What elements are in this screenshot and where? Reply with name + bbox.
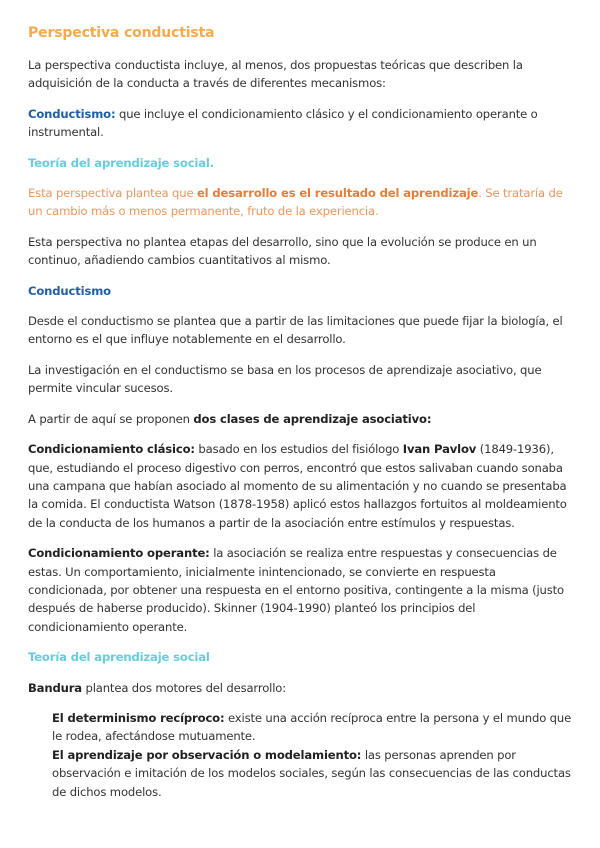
bandura-text: plantea dos motores del desarrollo: bbox=[81, 680, 286, 695]
conductismo-term: Conductismo: bbox=[28, 106, 116, 121]
learning-result-pre: Esta perspectiva plantea que bbox=[28, 186, 197, 201]
page-title: Perspectiva conductista bbox=[28, 25, 215, 41]
intro-paragraph: La perspectiva conductista incluye, al menos, dos propuestas teóricas que describen la adquisición de la conducta a través de diferentes mecanismos: bbox=[28, 58, 523, 91]
social-learning-heading: Teoría del aprendizaje social. bbox=[28, 155, 215, 170]
two-classes-bold: dos clases de aprendizaje asociativo: bbox=[193, 411, 432, 426]
motor-text: las personas aprenden por observación e imitación de los modelos sociales, según las consecuencias de las conductas de dichos modelos. bbox=[52, 747, 571, 799]
motor-term: El aprendizaje por observación o modelamiento: bbox=[52, 747, 362, 762]
pavlov-name: Ivan Pavlov bbox=[402, 442, 477, 457]
list-item bbox=[52, 746, 576, 801]
two-classes-paragraph bbox=[28, 410, 576, 428]
conductismo-definition bbox=[28, 105, 576, 142]
classic-term: Condicionamiento clásico: bbox=[28, 442, 195, 457]
bandura-paragraph bbox=[28, 679, 576, 697]
learning-result-post: . Se trataría de un cambio más o menos permanente, fruto de la experiencia. bbox=[28, 186, 563, 219]
document-page bbox=[28, 22, 576, 801]
social-learning-heading-2: Teoría del aprendizaje social bbox=[28, 650, 210, 665]
motor-term: El determinismo recíproco: bbox=[52, 710, 225, 725]
conductismo-text: que incluye el condicionamiento clásico y el condicionamiento operante o instrumental. bbox=[28, 106, 538, 140]
classic-text2: (1849-1936), que, estudiando el proceso digestivo con perros, encontró que estos salivaban cuando sonaba una campana que habían asociado al momento de su alimentación y no cuando se presentaba la comida. El conductista Watson (1878-1958) aplicó estos hallazgos fortuitos al moldeamiento de la conducta de los humanos a partir de la asociación entre estímulos y respuestas. bbox=[28, 442, 567, 530]
bandura-name: Bandura bbox=[28, 680, 82, 695]
biology-paragraph: Desde el conductismo se plantea que a partir de las limitaciones que puede fijar la biología, el entorno es el que influye notablemente en el desarrollo. bbox=[28, 314, 563, 347]
classic-text1: basado en los estudios del fisiólogo bbox=[194, 442, 403, 457]
learning-result-bold: el desarrollo es el resultado del aprendizaje bbox=[196, 186, 479, 201]
list-item bbox=[52, 709, 576, 746]
two-classes-pre: A partir de aquí se proponen bbox=[28, 411, 194, 426]
operant-conditioning-paragraph bbox=[28, 544, 576, 636]
no-stages-paragraph: Esta perspectiva no plantea etapas del desarrollo, sino que la evolución se produce en un continuo, añadiendo cambios cuantitativos al mismo. bbox=[28, 234, 537, 268]
operant-term: Condicionamiento operante: bbox=[28, 546, 210, 561]
motor-text: existe una acción recíproca entre la persona y el mundo que le rodea, afectándose mutuamente. bbox=[52, 710, 572, 744]
conductismo-heading: Conductismo bbox=[28, 283, 111, 298]
learning-result-paragraph bbox=[28, 184, 576, 221]
operant-text: la asociación se realiza entre respuestas y consecuencias de estas. Un comportamiento, inicialmente inintencionado, se convierte en respuesta condicionada, por obtener una respuesta en el entorno positiva, contingente a la misma (justo después de haberse producido). Skinner (1904-1990) planteó los principios del condicionamiento operante. bbox=[28, 546, 564, 634]
motors-list bbox=[28, 709, 576, 801]
research-paragraph: La investigación en el conductismo se basa en los procesos de aprendizaje asociativo, que permite vincular sucesos. bbox=[28, 362, 542, 396]
classic-conditioning-paragraph bbox=[28, 440, 576, 532]
